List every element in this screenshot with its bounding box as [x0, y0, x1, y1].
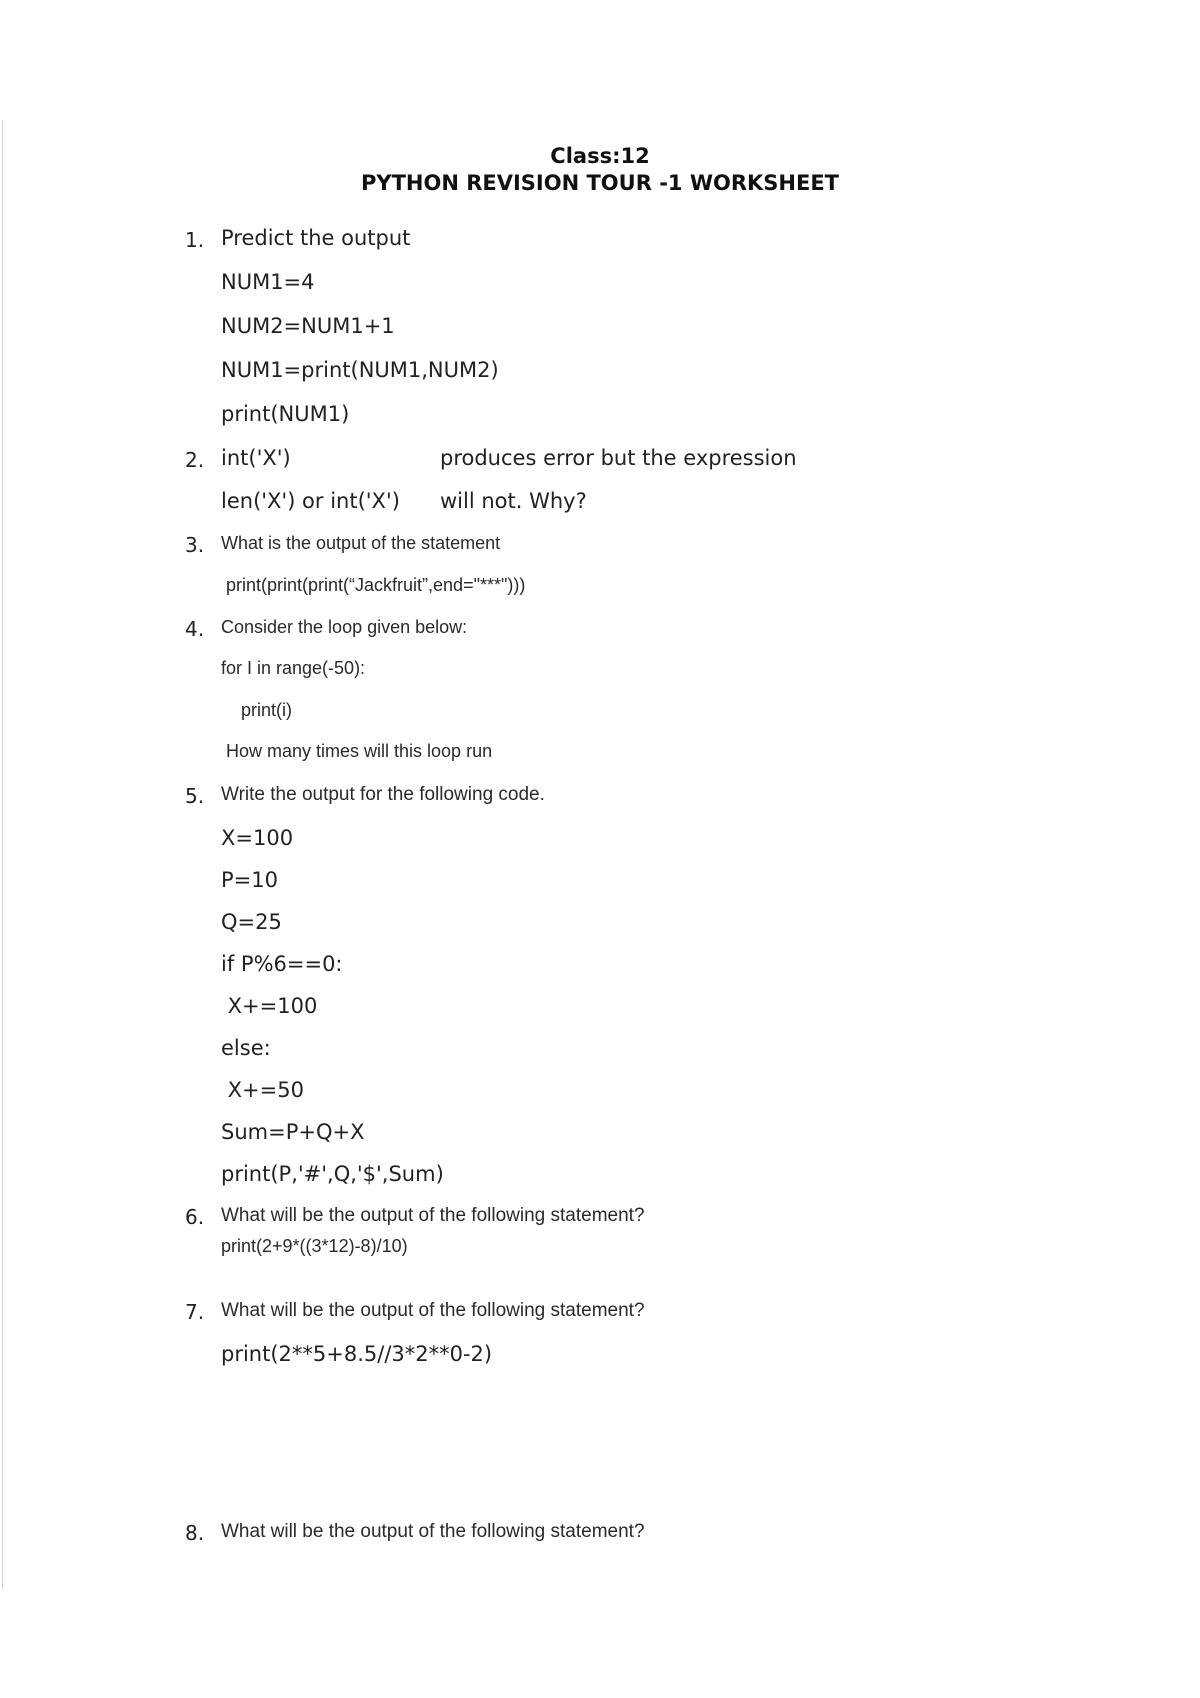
- worksheet-title: PYTHON REVISION TOUR -1 WORKSHEET: [360, 171, 840, 195]
- question-2-number: 2.: [185, 448, 205, 472]
- question-1-code-line: print(NUM1): [221, 402, 350, 426]
- question-1-code-line: NUM1=print(NUM1,NUM2): [221, 358, 499, 382]
- question-5-prompt: Write the output for the following code.: [221, 784, 545, 805]
- question-3-prompt: What is the output of the statement: [221, 533, 501, 553]
- question-5-code-line: X+=50: [221, 1078, 304, 1102]
- question-5-code-line: Q=25: [221, 910, 282, 934]
- question-2-right-line: will not. Why?: [440, 489, 587, 513]
- question-5-number: 5.: [185, 784, 205, 808]
- class-label: Class:12: [550, 144, 650, 168]
- question-2-right-line: produces error but the expression: [440, 446, 797, 470]
- question-2-left-line: len('X') or int('X'): [221, 489, 400, 513]
- question-4-code-line: print(i): [221, 700, 293, 720]
- question-3-code-line: print(print(print(“Jackfruit”,end="***"))): [226, 575, 526, 595]
- question-3-number: 3.: [185, 533, 205, 557]
- question-6-prompt: What will be the output of the following statement?: [221, 1205, 645, 1226]
- question-5-code-line: X=100: [221, 826, 294, 850]
- question-4-code-line: for I in range(-50):: [221, 658, 366, 678]
- page-edge: [2, 120, 3, 1590]
- question-8-prompt: What will be the output of the following statement?: [221, 1521, 645, 1542]
- question-4-prompt: Consider the loop given below:: [221, 617, 468, 637]
- question-5-code-line: X+=100: [221, 994, 318, 1018]
- question-7-prompt: What will be the output of the following statement?: [221, 1300, 645, 1321]
- question-5-code-line: Sum=P+Q+X: [221, 1120, 365, 1144]
- question-5-code-line: else:: [221, 1036, 271, 1060]
- question-1-prompt: Predict the output: [221, 226, 411, 250]
- question-4-code-line: How many times will this loop run: [226, 741, 493, 761]
- question-2-left-line: int('X'): [221, 446, 291, 470]
- question-5-code-line: P=10: [221, 868, 278, 892]
- question-1-code-line: NUM1=4: [221, 270, 315, 294]
- question-7-number: 7.: [185, 1300, 205, 1324]
- question-6-number: 6.: [185, 1205, 205, 1229]
- question-4-number: 4.: [185, 617, 205, 641]
- question-1-number: 1.: [185, 228, 205, 252]
- question-8-number: 8.: [185, 1521, 205, 1545]
- question-6-code-line: print(2+9*((3*12)-8)/10): [221, 1236, 408, 1256]
- question-5-code-line: if P%6==0:: [221, 952, 343, 976]
- question-1-code-line: NUM2=NUM1+1: [221, 314, 395, 338]
- question-7-code-line: print(2**5+8.5//3*2**0-2): [221, 1342, 493, 1366]
- question-5-code-line: print(P,'#',Q,'$',Sum): [221, 1162, 444, 1186]
